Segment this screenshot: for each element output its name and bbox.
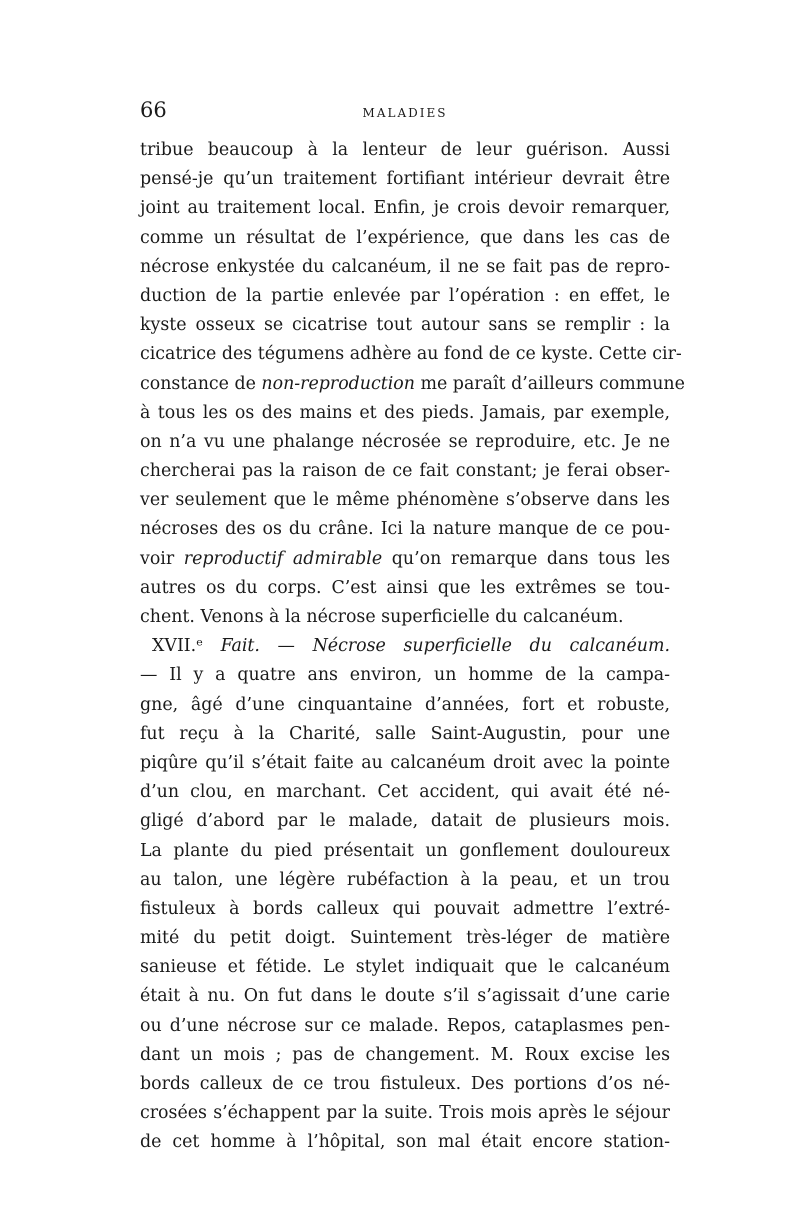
text-line: nécroses des os du crâne. Ici la nature manque de ce pou- bbox=[140, 519, 670, 540]
text-line: duction de la partie enlevée par l’opération : en effet, le bbox=[140, 285, 670, 306]
text-run: — bbox=[259, 636, 313, 657]
text-line: ou d’une nécrose sur ce malade. Repos, cataplasmes pen- bbox=[140, 1015, 670, 1036]
text-line: crosées s’échappent par la suite. Trois mois après le séjour bbox=[140, 1103, 670, 1124]
text-line: on n’a vu une phalange nécrosée se reproduire, etc. Je ne bbox=[140, 431, 670, 452]
text-line: piqûre qu’il s’était faite au calcanéum droit avec la pointe bbox=[140, 752, 670, 773]
text-line: chent. Venons à la nécrose superficielle du calcanéum. bbox=[140, 607, 624, 627]
text-line: fistuleux à bords calleux qui pouvait admettre l’extré- bbox=[140, 898, 670, 919]
text-line: comme un résultat de l’expérience, que dans les cas de bbox=[140, 227, 670, 248]
case-heading-line bbox=[140, 632, 670, 661]
text-line: mité du petit doigt. Suintement très-léger de matière bbox=[140, 928, 670, 949]
text-run: me paraît d’ailleurs commune bbox=[414, 373, 685, 394]
text-line: de cet homme à l’hôpital, son mal était encore station- bbox=[140, 1132, 670, 1153]
page-header bbox=[140, 98, 670, 128]
text-line: tribue beaucoup à la lenteur de leur guérison. Aussi bbox=[140, 140, 670, 160]
page-number: 66 bbox=[140, 98, 167, 122]
text-run: constance de bbox=[140, 373, 262, 394]
text-line: nécrose enkystée du calcanéum, il ne se fait pas de repro- bbox=[140, 256, 670, 277]
text-line: à tous les os des mains et des pieds. Jamais, par exemple, bbox=[140, 402, 670, 423]
text-line: dant un mois ; pas de changement. M. Roux excise les bbox=[140, 1044, 670, 1065]
text-line: fut reçu à la Charité, salle Saint-Augustin, pour une bbox=[140, 723, 670, 744]
text-line: autres os du corps. C’est ainsi que les extrêmes se tou- bbox=[140, 577, 670, 598]
text-line: gne, âgé d’une cinquantaine d’années, fort et robuste, bbox=[140, 694, 670, 715]
text-line: — Il y a quatre ans environ, un homme de la campa- bbox=[140, 665, 670, 686]
text-line: sanieuse et fétide. Le stylet indiquait que le calcanéum bbox=[140, 957, 670, 978]
case-title: Nécrose superficielle du calcanéum. bbox=[312, 636, 671, 657]
case-paragraph bbox=[140, 632, 670, 1157]
text-run: voir bbox=[140, 548, 184, 569]
text-line bbox=[140, 370, 685, 399]
italic-term: reproductif admirable bbox=[183, 548, 383, 569]
case-number: XVII.ᵉ bbox=[152, 636, 221, 657]
text-line: d’un clou, en marchant. Cet accident, qui avait été né- bbox=[140, 782, 670, 803]
text-line bbox=[140, 545, 670, 574]
text-line: gligé d’abord par le malade, datait de plusieurs mois. bbox=[140, 811, 670, 832]
text-line: joint au traitement local. Enfin, je crois devoir remarquer, bbox=[140, 198, 670, 219]
text-line: cicatrice des tégumens adhère au fond de ce kyste. Cette cir- bbox=[140, 344, 682, 365]
text-line: ver seulement que le même phénomène s’observe dans les bbox=[140, 490, 670, 511]
text-line: kyste osseux se cicatrise tout autour sans se remplir : la bbox=[140, 315, 670, 336]
text-line: bords calleux de ce trou fistuleux. Des portions d’os né- bbox=[140, 1074, 670, 1094]
italic-term: non-reproduction bbox=[261, 373, 415, 394]
text-line: pensé-je qu’un traitement fortifiant intérieur devrait être bbox=[140, 169, 670, 190]
text-run: qu’on remarque dans tous les bbox=[382, 548, 670, 569]
running-head: MALADIES bbox=[362, 106, 448, 120]
case-label: Fait. bbox=[220, 636, 260, 657]
text-line: était à nu. On fut dans le doute s’il s’agissait d’une carie bbox=[140, 986, 670, 1007]
book-page bbox=[140, 98, 685, 1158]
text-line: au talon, une légère rubéfaction à la peau, et un trou bbox=[140, 869, 670, 890]
paragraph-continuation bbox=[140, 136, 685, 632]
text-line: chercherai pas la raison de ce fait constant; je ferai obser- bbox=[140, 461, 670, 482]
text-line: La plante du pied présentait un gonflement douloureux bbox=[140, 840, 670, 861]
